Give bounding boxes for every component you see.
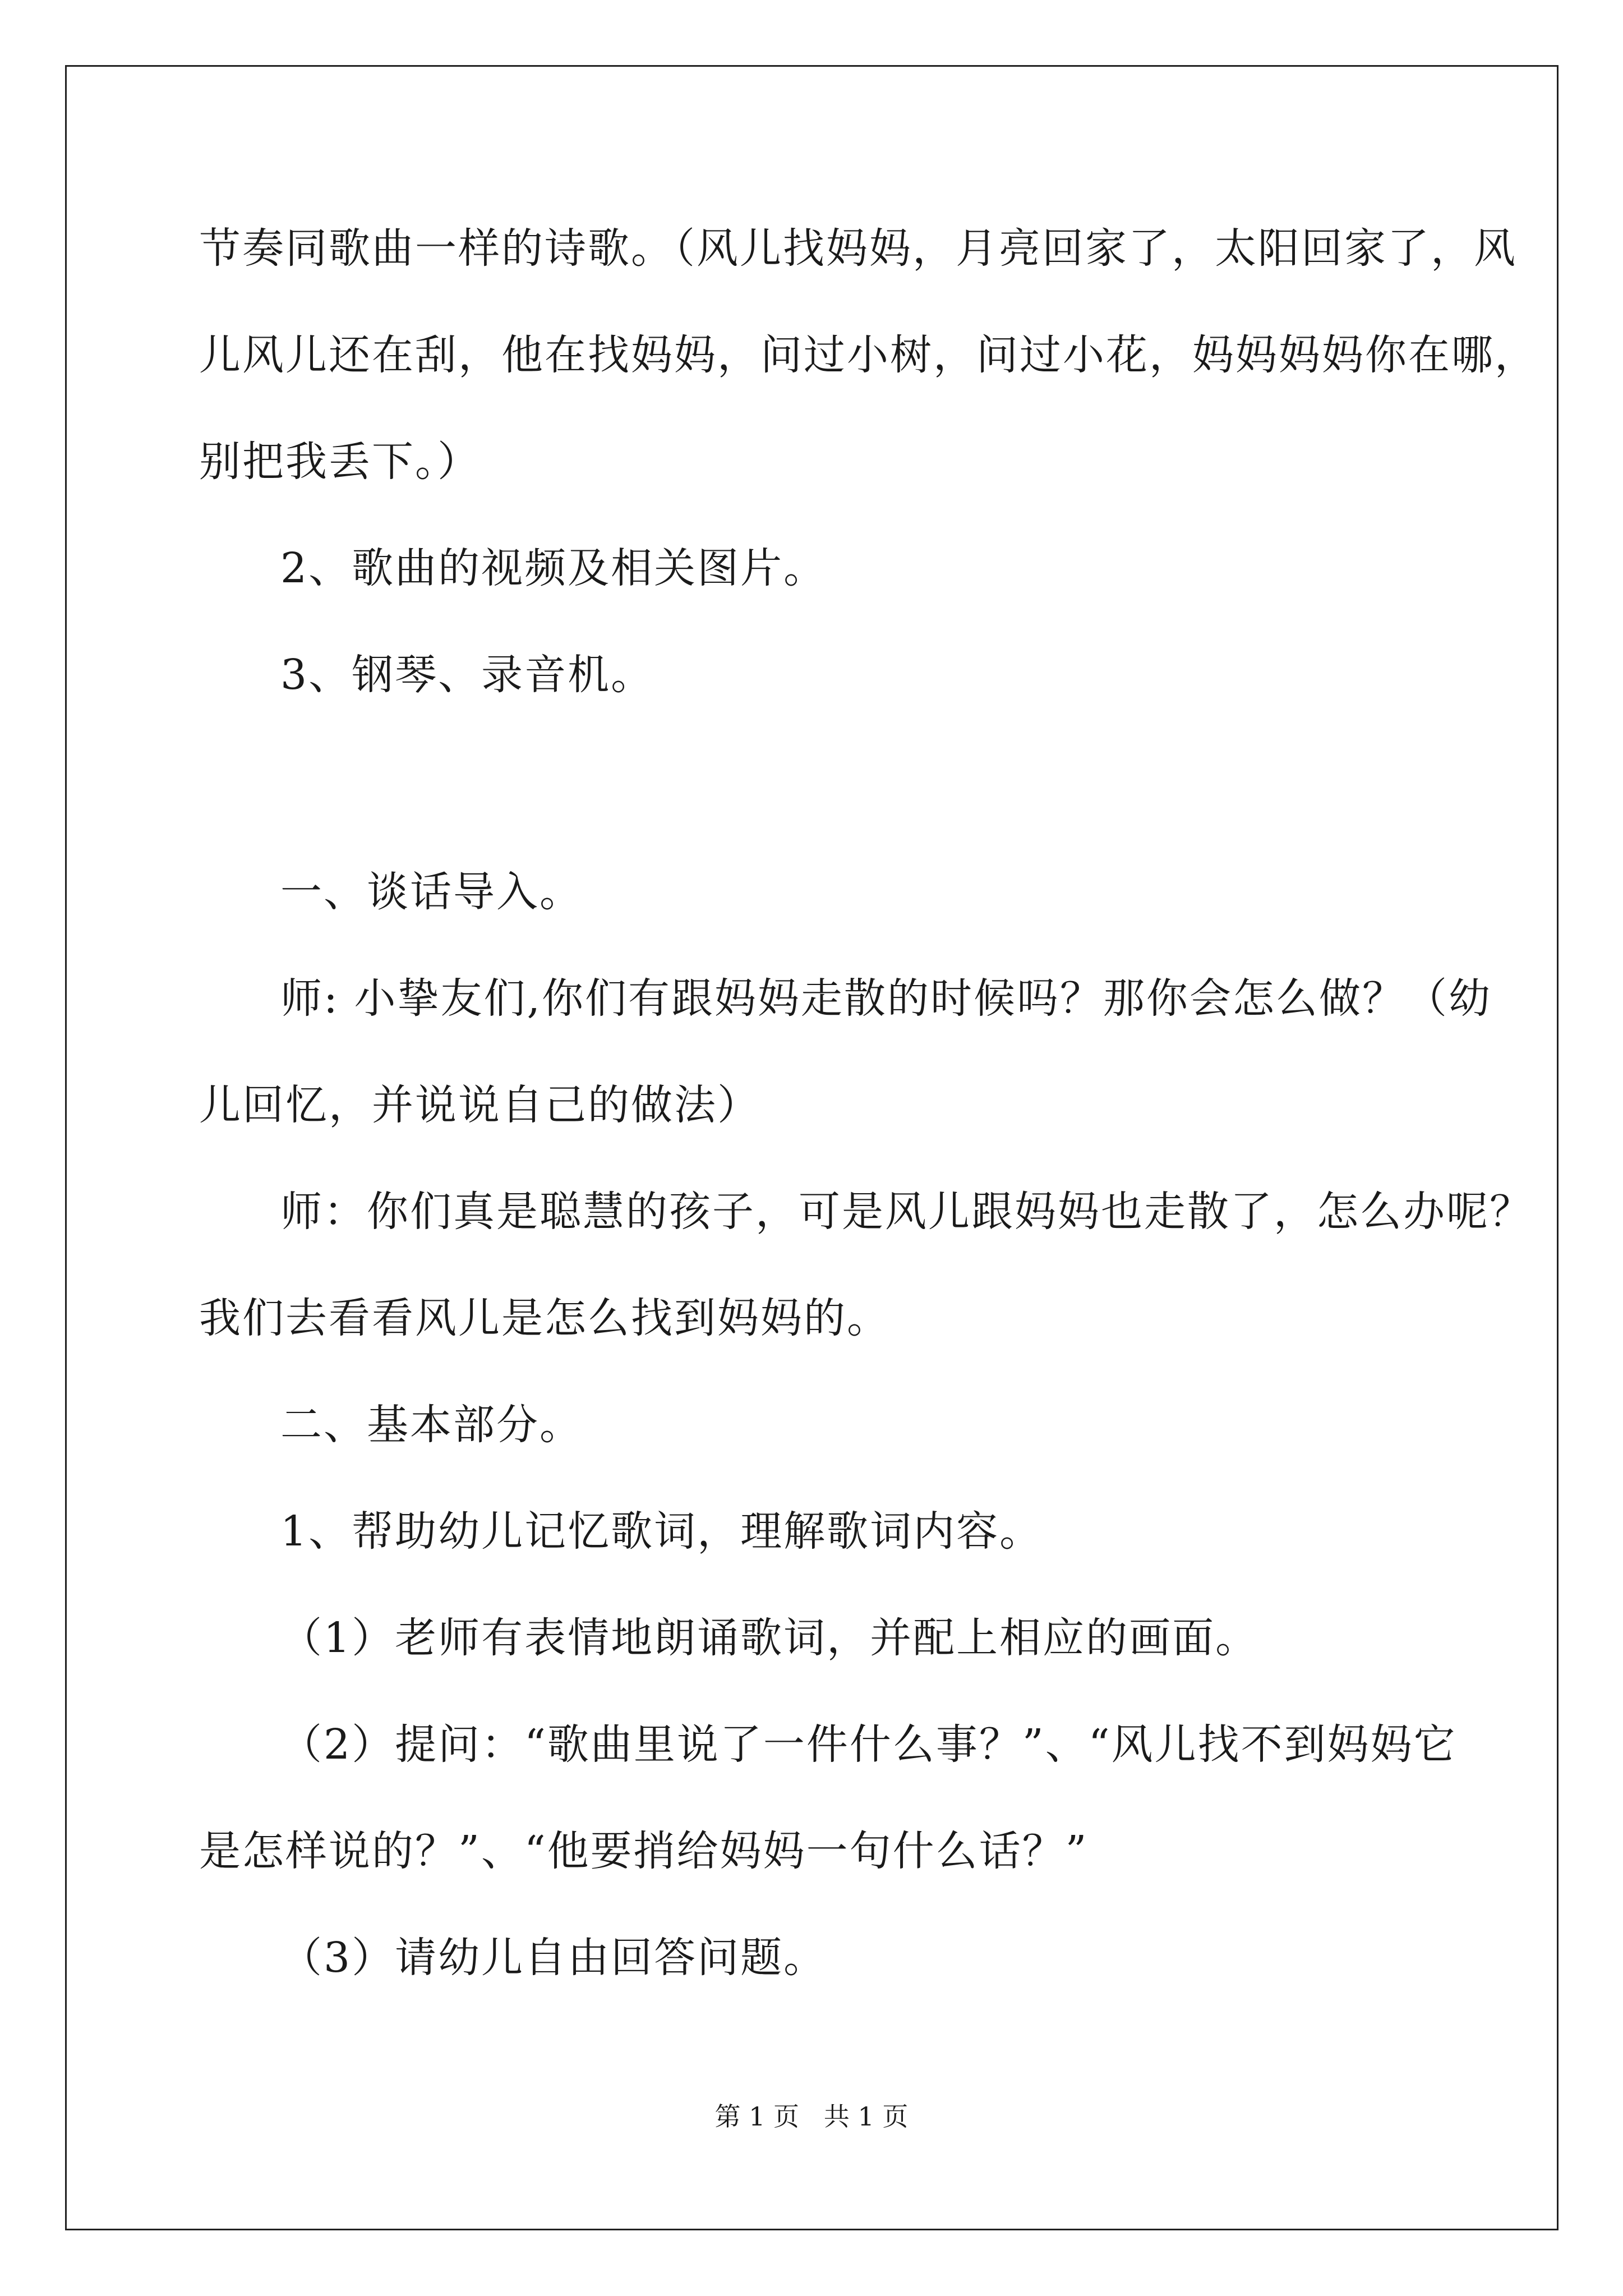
body-text-line: 是怎样说的？”、“他要捎给妈妈一句什么话？” <box>199 1827 1089 1875</box>
list-item: （3）请幼儿自由回答问题。 <box>280 1934 827 1982</box>
page-border <box>65 65 1559 2230</box>
section-heading: 一、谈话导入。 <box>280 868 583 916</box>
body-text-line: 儿风儿还在刮，他在找妈妈，问过小树，问过小花，妈妈妈妈你在哪， <box>199 331 1538 379</box>
body-text-line: 儿回忆，并说说自己的做法） <box>199 1081 760 1129</box>
list-item: （1）老师有表情地朗诵歌词，并配上相应的画面。 <box>280 1614 1259 1662</box>
body-text-line: 节奏同歌曲一样的诗歌。（风儿找妈妈，月亮回家了，太阳回家了，风 <box>199 224 1517 273</box>
list-item: 2、歌曲的视频及相关图片。 <box>280 544 827 592</box>
list-item: 3、钢琴、录音机。 <box>280 651 654 699</box>
body-text-line: 别把我丢下。） <box>199 438 481 486</box>
list-item: 1、帮助幼儿记忆歌词，理解歌词内容。 <box>280 1507 1043 1556</box>
body-text-line: 我们去看看风儿是怎么找到妈妈的。 <box>199 1294 890 1342</box>
body-text-line: 师：你们真是聪慧的孩子，可是风儿跟妈妈也走散了，怎么办呢？ <box>280 1188 1533 1236</box>
section-heading: 二、基本部分。 <box>280 1401 583 1449</box>
list-item: （2）提问：“歌曲里说了一件什么事？”、“风儿找不到妈妈它 <box>280 1720 1457 1769</box>
page-footer: 第 1 页 共 1 页 <box>714 2101 909 2132</box>
body-text-line: 师: 小挚友们,你们有跟妈妈走散的时候吗？那你会怎么做？（幼 <box>280 974 1492 1023</box>
